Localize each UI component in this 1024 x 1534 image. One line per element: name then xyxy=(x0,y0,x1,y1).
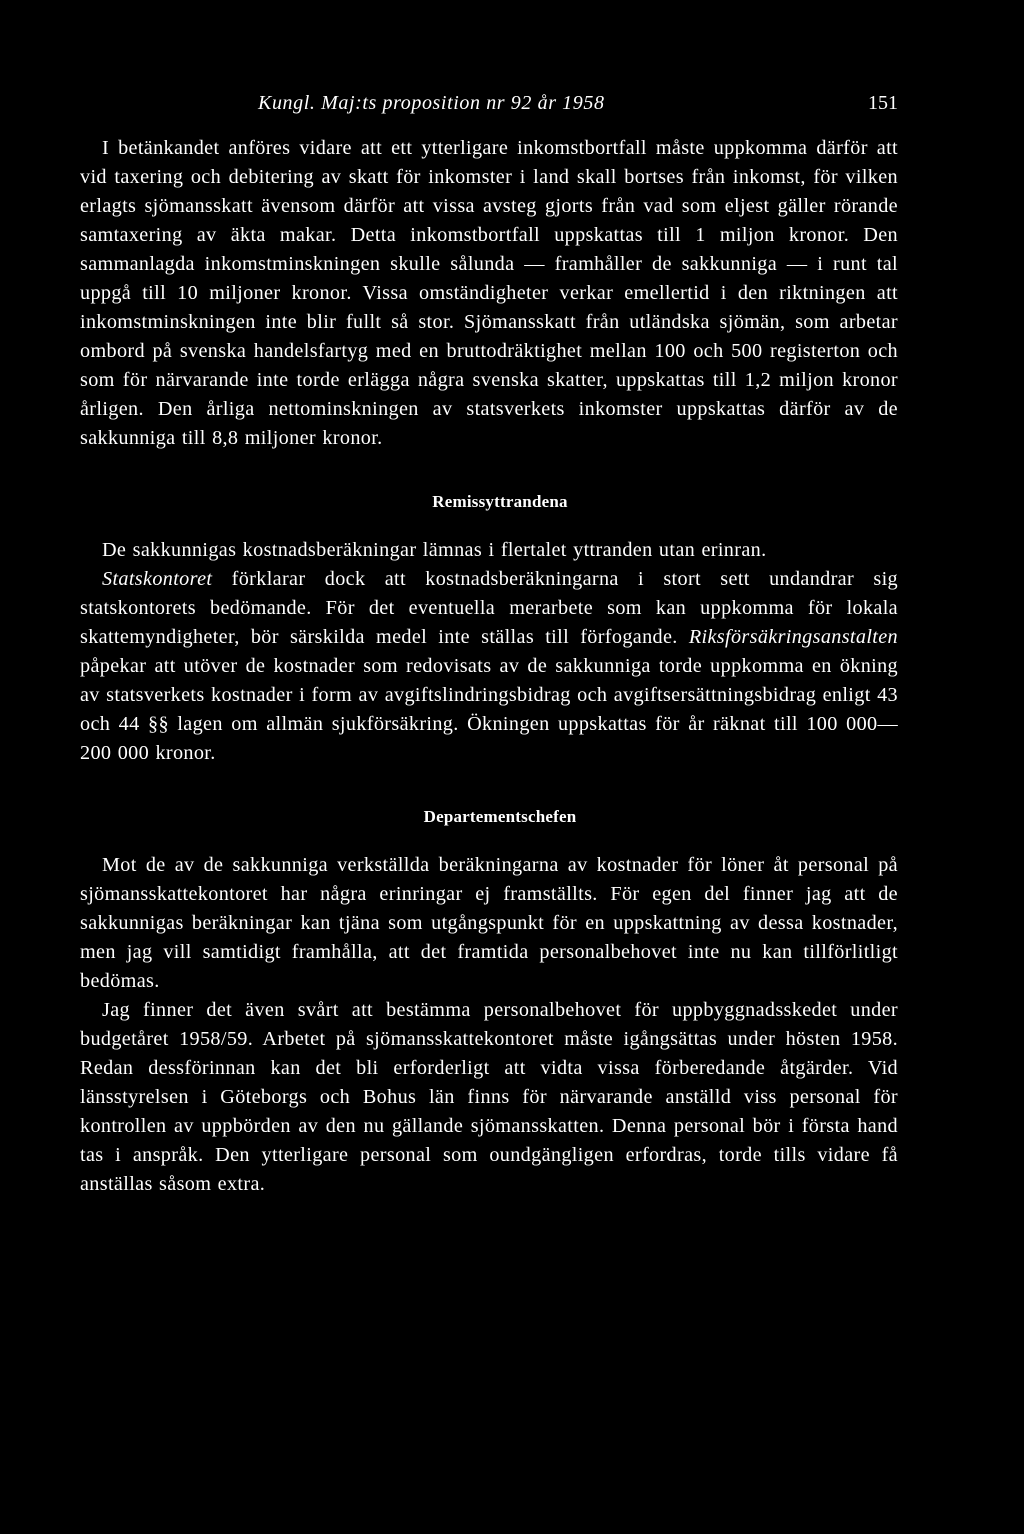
section-heading-departementschefen: Departementschefen xyxy=(423,807,577,826)
running-head-title: Kungl. Maj:ts proposition nr 92 år 1958 xyxy=(258,92,605,114)
paragraph-riksforsakring-text: påpekar att utöver de kostnader som redovisats av de sakkunniga torde uppkomma en ökning av statsverkets kostnader i form av avgiftslindringsbidrag och avgiftsersättningsbidrag enligt 43 och 44 §§ lagen om allmän sjukförsäkring. Ökningen uppskattas för år räknat till 100 000—200 000 kronor. xyxy=(80,655,898,764)
section-heading-remissyttrandena: Remissyttrandena xyxy=(432,492,568,511)
page-number: 151 xyxy=(868,92,898,114)
running-head xyxy=(80,88,898,118)
paragraph-statskontoret-text: förklarar dock att kostnadsberäkningarna i stort sett undandrar sig statskontorets bedömande. För det eventuella merarbete som kan uppkomma för lokala skattemyndigheter, bör särskilda medel inte ställas till förfogande. xyxy=(80,568,898,648)
paragraph-departementschefen-2: Jag finner det även svårt att bestämma personalbehovet för uppbyggnadsskedet under budgetåret 1958/59. Arbetet på sjömansskattekontoret måste igångsättas under hösten 1958. Redan dessförinnan kan det bli erforderligt att vidta vissa förberedande åtgärder. Vid länsstyrelsen i Göteborgs och Bohus län finns för närvarande anställd viss personal för kontrollen av uppbörden av den nu gällande sjömansskatten. Denna personal bör i första hand tas i anspråk. Den ytterligare personal som oundgängligen erfordras, torde tills vidare få anställas såsom extra. xyxy=(80,999,898,1195)
agency-name-riksforsakringsanstalten: Riksförsäkringsanstalten xyxy=(688,626,898,648)
paragraph-statskontoret xyxy=(80,565,898,768)
paragraph-inkomstbortfall: I betänkandet anföres vidare att ett ytterligare inkomstbortfall måste uppkomma därför att vid taxering och debitering av skatt för inkomster i land skall bortses från inkomst, för vilken erlagts sjömansskatt ävensom därför att vissa avsteg gjorts från vad som eljest gäller rörande samtaxering av äkta makar. Detta inkomstbortfall uppskattas till 1 miljon kronor. Den sammanlagda inkomstminskningen skulle sålunda — framhåller de sakkunniga — i runt tal uppgå till 10 miljoner kronor. Vissa omständigheter verkar emellertid i den riktningen att inkomstminskningen inte blir fullt så stor. Sjömansskatt från utländska sjömän, som arbetar ombord på svenska handelsfartyg med en bruttodräktighet mellan 100 och 500 registerton och som för närvarande inte torde erlägga några svenska skatter, uppskattas till 1,2 miljon kronor årligen. Den årliga nettominskningen av statsverkets inkomster uppskattas därför av de sakkunniga till 8,8 miljoner kronor. xyxy=(80,137,898,449)
agency-name-statskontoret: Statskontoret xyxy=(102,568,213,590)
paragraph-remiss-intro: De sakkunnigas kostnadsberäkningar lämnas i flertalet yttranden utan erinran. xyxy=(102,539,767,561)
paragraph-departementschefen-1: Mot de av de sakkunniga verkställda beräkningarna av kostnader för löner åt personal på sjömansskattekontoret har några erinringar ej framställts. För egen del finner jag att de sakkunnigas beräkningar kan tjäna som utgångspunkt för en uppskattning av dessa kostnader, men jag vill samtidigt framhålla, att det framtida personalbehovet inte nu kan tillförlitligt bedömas. xyxy=(80,854,898,992)
document-page xyxy=(80,0,898,1534)
body-text xyxy=(80,134,898,1199)
